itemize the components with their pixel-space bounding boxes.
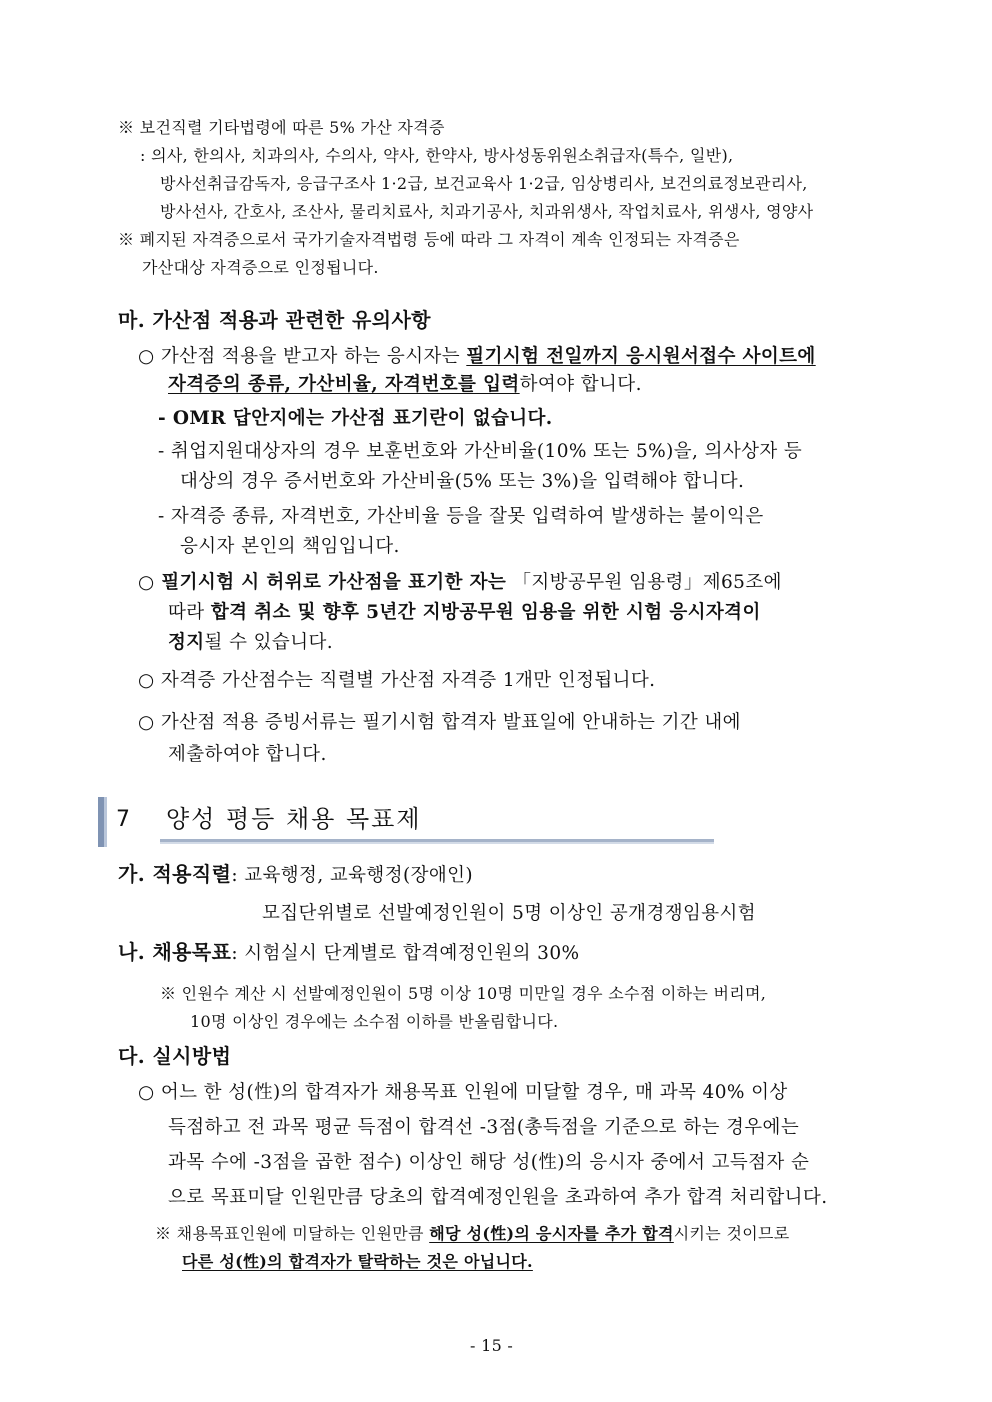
bullet-false-claim <box>138 572 782 594</box>
bullet-text: 따라 <box>168 602 211 623</box>
note-abolished-certificates-cont: 가산대상 자격증으로 인정됩니다. <box>142 258 379 277</box>
section-title: 양성 평등 채용 목표제 <box>166 805 422 833</box>
label-hiring-target: 나. 채용목표 <box>118 940 232 964</box>
note-text: ※ 채용목표인원에 미달하는 인원만큼 <box>155 1224 430 1243</box>
title-bar-accent-light <box>104 797 107 847</box>
bullet-false-claim-cont <box>168 602 761 624</box>
section-7-title-bar <box>98 797 714 847</box>
bullet-text: 하여야 합니다. <box>519 374 642 395</box>
emphasis-text: 합격 취소 및 향후 5년간 지방공무원 임용을 위한 시험 응시자격이 <box>210 602 761 623</box>
section-heading-ma: 마. 가산점 적용과 관련한 유의사항 <box>118 308 431 332</box>
emphasis-text: 정지 <box>168 632 205 653</box>
bullet-false-claim-cont <box>168 632 333 654</box>
applicable-series <box>118 862 473 887</box>
bullet-method-cont: 과목 수에 -3점을 곱한 점수) 이상인 해당 성(性)의 응시자 중에서 고득점자 순 <box>168 1152 810 1173</box>
note-additional-pass <box>155 1224 789 1243</box>
note-additional-certificates: ※ 보건직렬 기타법령에 따른 5% 가산 자격증 <box>118 118 445 137</box>
section-heading-da: 다. 실시방법 <box>118 1044 232 1068</box>
note-certificate-list-line: : 의사, 한의사, 치과의사, 수의사, 약사, 한약사, 방사성동위원소취급자(특수, 일반), <box>140 146 734 165</box>
bullet-input-instructions-cont <box>168 374 642 396</box>
value-applicable-series: : 교육행정, 교육행정(장애인) <box>231 865 474 886</box>
dash-veteran-note: - 취업지원대상자의 경우 보훈번호와 가산비율(10% 또는 5%)을, 의사상자 등 <box>158 441 803 462</box>
note-rounding-rule: ※ 인원수 계산 시 선발예정인원이 5명 이상 10명 미만일 경우 소수점 이하는 버리며, <box>160 984 767 1003</box>
bullet-method: ○ 어느 한 성(性)의 합격자가 채용목표 인원에 미달할 경우, 매 과목 40% 이상 <box>138 1082 788 1103</box>
hiring-target <box>118 940 579 965</box>
label-applicable-series: 가. 적용직렬 <box>118 862 232 886</box>
bullet-text: 「지방공무원 임용령」제65조에 <box>506 572 782 593</box>
note-rounding-rule-cont: 10명 이상인 경우에는 소수점 이하를 반올림합니다. <box>190 1012 559 1031</box>
note-abolished-certificates: ※ 폐지된 자격증으로서 국가기술자격법령 등에 따라 그 자격이 계속 인정되는 자격증은 <box>118 230 740 249</box>
bullet-method-cont: 으로 목표미달 인원만큼 당초의 합격예정인원을 초과하여 추가 합격 처리합니다. <box>168 1187 828 1208</box>
value-hiring-target: : 시험실시 단계별로 합격예정인원의 30% <box>231 943 580 964</box>
dash-liability-note-cont: 응시자 본인의 책임입니다. <box>180 536 400 557</box>
dash-veteran-note-cont: 대상의 경우 증서번호와 가산비율(5% 또는 3%)을 입력해야 합니다. <box>180 471 745 492</box>
note-additional-pass-cont: 다른 성(性)의 합격자가 탈락하는 것은 아닙니다. <box>182 1252 533 1271</box>
emphasis-text: 자격증의 종류, 가산비율, 자격번호를 입력 <box>168 374 520 395</box>
emphasis-text: 필기시험 전일까지 응시원서접수 사이트에 <box>466 346 816 367</box>
bullet-text: 될 수 있습니다. <box>204 632 334 653</box>
note-certificate-list-line: 방사선취급감독자, 응급구조사 1·2급, 보건교육사 1·2급, 임상병리사, 보건의료정보관리사, <box>160 174 808 193</box>
bullet-one-certificate: ○ 자격증 가산점수는 직렬별 가산점 자격증 1개만 인정됩니다. <box>138 670 656 691</box>
dash-liability-note: - 자격증 종류, 자격번호, 가산비율 등을 잘못 입력하여 발생하는 불이익은 <box>158 506 764 527</box>
bullet-method-cont: 득점하고 전 과목 평균 득점이 합격선 -3점(총득점을 기준으로 하는 경우에는 <box>168 1117 800 1138</box>
emphasis-text: ○ 필기시험 시 허위로 가산점을 표기한 자는 <box>138 572 507 593</box>
value-applicable-scope: 모집단위별로 선발예정인원이 5명 이상인 공개경쟁임용시험 <box>262 903 757 924</box>
page-number: - 15 - <box>470 1336 514 1355</box>
section-number: 7 <box>116 807 130 832</box>
title-underline-shadow <box>160 842 714 844</box>
note-certificate-list-line: 방사선사, 간호사, 조산사, 물리치료사, 치과기공사, 치과위생사, 작업치료사, 위생사, 영양사 <box>160 202 814 221</box>
emphasis-text: 해당 성(性)의 응시자를 추가 합격 <box>429 1224 674 1243</box>
bullet-proof-documents: ○ 가산점 적용 증빙서류는 필기시험 합격자 발표일에 안내하는 기간 내에 <box>138 712 741 733</box>
bullet-proof-documents-cont: 제출하여야 합니다. <box>168 744 327 765</box>
note-text: 시키는 것이므로 <box>673 1224 790 1243</box>
bullet-text: ○ 가산점 적용을 받고자 하는 응시자는 <box>138 346 467 367</box>
bullet-input-instructions <box>138 346 816 368</box>
dash-omr-note: - OMR 답안지에는 가산점 표기란이 없습니다. <box>158 408 553 429</box>
